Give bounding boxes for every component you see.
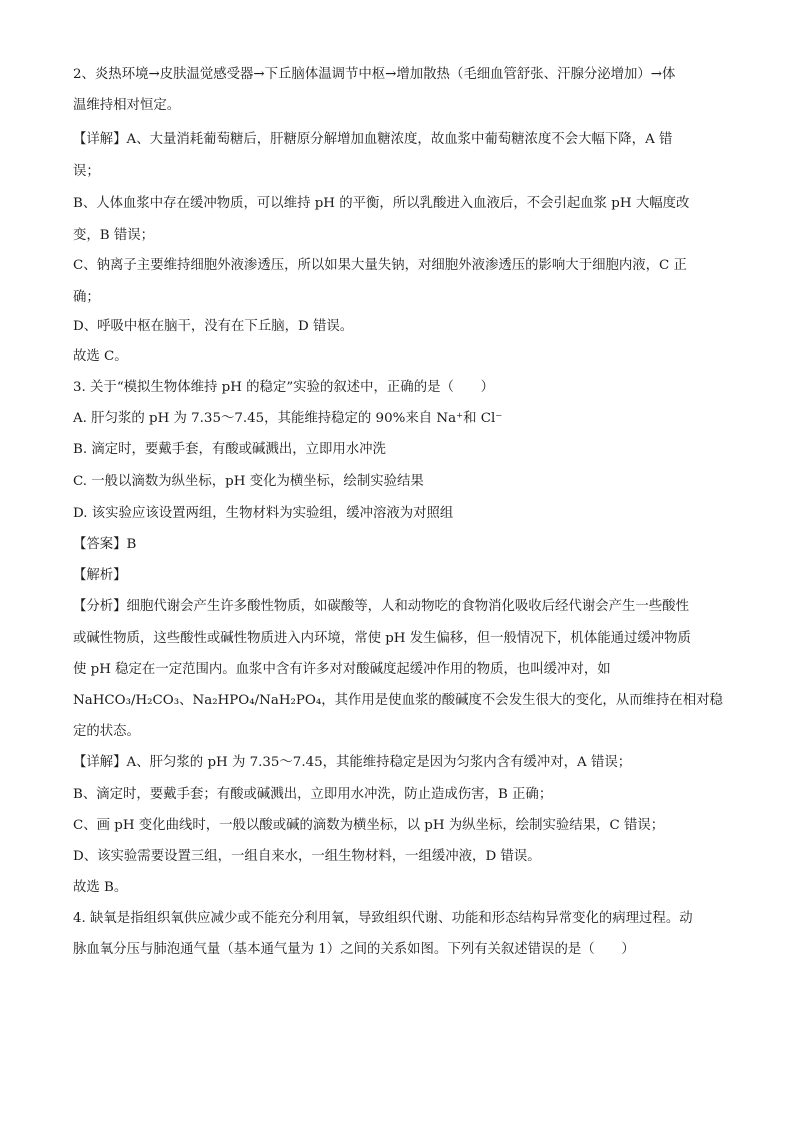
option-d: D. 该实验应该设置两组，生物材料为实验组，缓冲溶液为对照组 xyxy=(73,506,454,521)
text-line: 脉血氧分压与肺泡通气量（基本通气量为 1）之间的关系如图。下列有关叙述错误的是（ ） xyxy=(73,942,635,957)
text-line: 2、炎热环境→皮肤温觉感受器→下丘脑体温调节中枢→增加散热（毛细血管舒张、汗腺分泌增加）→体 xyxy=(73,67,676,82)
question-4-stem: 4. 缺氧是指组织氧供应减少或不能充分利用氧，导致组织代谢、功能和形态结构异常变化的病理过程。动 xyxy=(73,911,693,926)
text-line: B、滴定时，要戴手套；有酸或碱溅出，立即用水冲洗，防止造成伤害，B 正确； xyxy=(73,787,553,802)
text-line: 【分析】细胞代谢会产生许多酸性物质，如碳酸等，人和动物吃的食物消化吸收后经代谢会产生一些酸性 xyxy=(73,599,689,614)
text-line: 变，B 错误； xyxy=(73,228,155,243)
analysis-label: 【解析】 xyxy=(73,568,127,583)
text-line: 【详解】A、大量消耗葡萄糖后，肝糖原分解增加血糖浓度，故血浆中葡萄糖浓度不会大幅下降，A 错 xyxy=(73,132,673,147)
question-3-stem: 3. 关于“模拟生物体维持 pH 的稳定”实验的叙述中，正确的是（ ） xyxy=(73,380,495,395)
text-line: D、呼吸中枢在脑干，没有在下丘脑，D 错误。 xyxy=(73,319,354,334)
text-line: 定的状态。 xyxy=(73,724,140,739)
text-line: 使 pH 稳定在一定范围内。血浆中含有许多对对酸碱度起缓冲作用的物质，也叫缓冲对，如 xyxy=(73,662,611,677)
text-line: 或碱性物质，这些酸性或碱性物质进入内环境，常使 pH 发生偏移，但一般情况下，机体能通过缓冲物质 xyxy=(73,631,691,646)
text-line: 误； xyxy=(73,164,100,179)
text-line: C、画 pH 变化曲线时，一般以酸或碱的滴数为横坐标，以 pH 为纵坐标，绘制实验结果，C 错误； xyxy=(73,818,665,833)
text-line: 确； xyxy=(73,290,100,305)
text-line: 【详解】A、肝匀浆的 pH 为 7.35～7.45，其能维持稳定是因为匀浆内含有缓冲对，A 错误； xyxy=(73,755,632,770)
option-b: B. 滴定时，要戴手套，有酸或碱溅出，立即用水冲洗 xyxy=(73,442,386,457)
text-line: 温维持相对恒定。 xyxy=(73,98,181,113)
text-line: B、人体血浆中存在缓冲物质，可以维持 pH 的平衡，所以乳酸进入血液后，不会引起血浆 pH 大幅度改 xyxy=(73,196,690,211)
text-line: C、钠离子主要维持细胞外液渗透压，所以如果大量失钠，对细胞外液渗透压的影响大于细胞内液，C 正 xyxy=(73,258,687,273)
text-line: 故选 C。 xyxy=(73,349,128,364)
option-a: A. 肝匀浆的 pH 为 7.35～7.45，其能维持稳定的 90%来自 Na⁺和 Cl⁻ xyxy=(73,411,503,426)
text-line: NaHCO₃/H₂CO₃、Na₂HPO₄/NaH₂PO₄，其作用是使血浆的酸碱度不会发生很大的变化，从而维持在相对稳 xyxy=(73,693,723,708)
answer-label: 【答案】B xyxy=(73,537,137,552)
text-line: D、该实验需要设置三组，一组自来水，一组生物材料，一组缓冲液，D 错误。 xyxy=(73,849,541,864)
text-line: 故选 B。 xyxy=(73,880,128,895)
option-c: C. 一般以滴数为纵坐标，pH 变化为横坐标，绘制实验结果 xyxy=(73,474,424,489)
